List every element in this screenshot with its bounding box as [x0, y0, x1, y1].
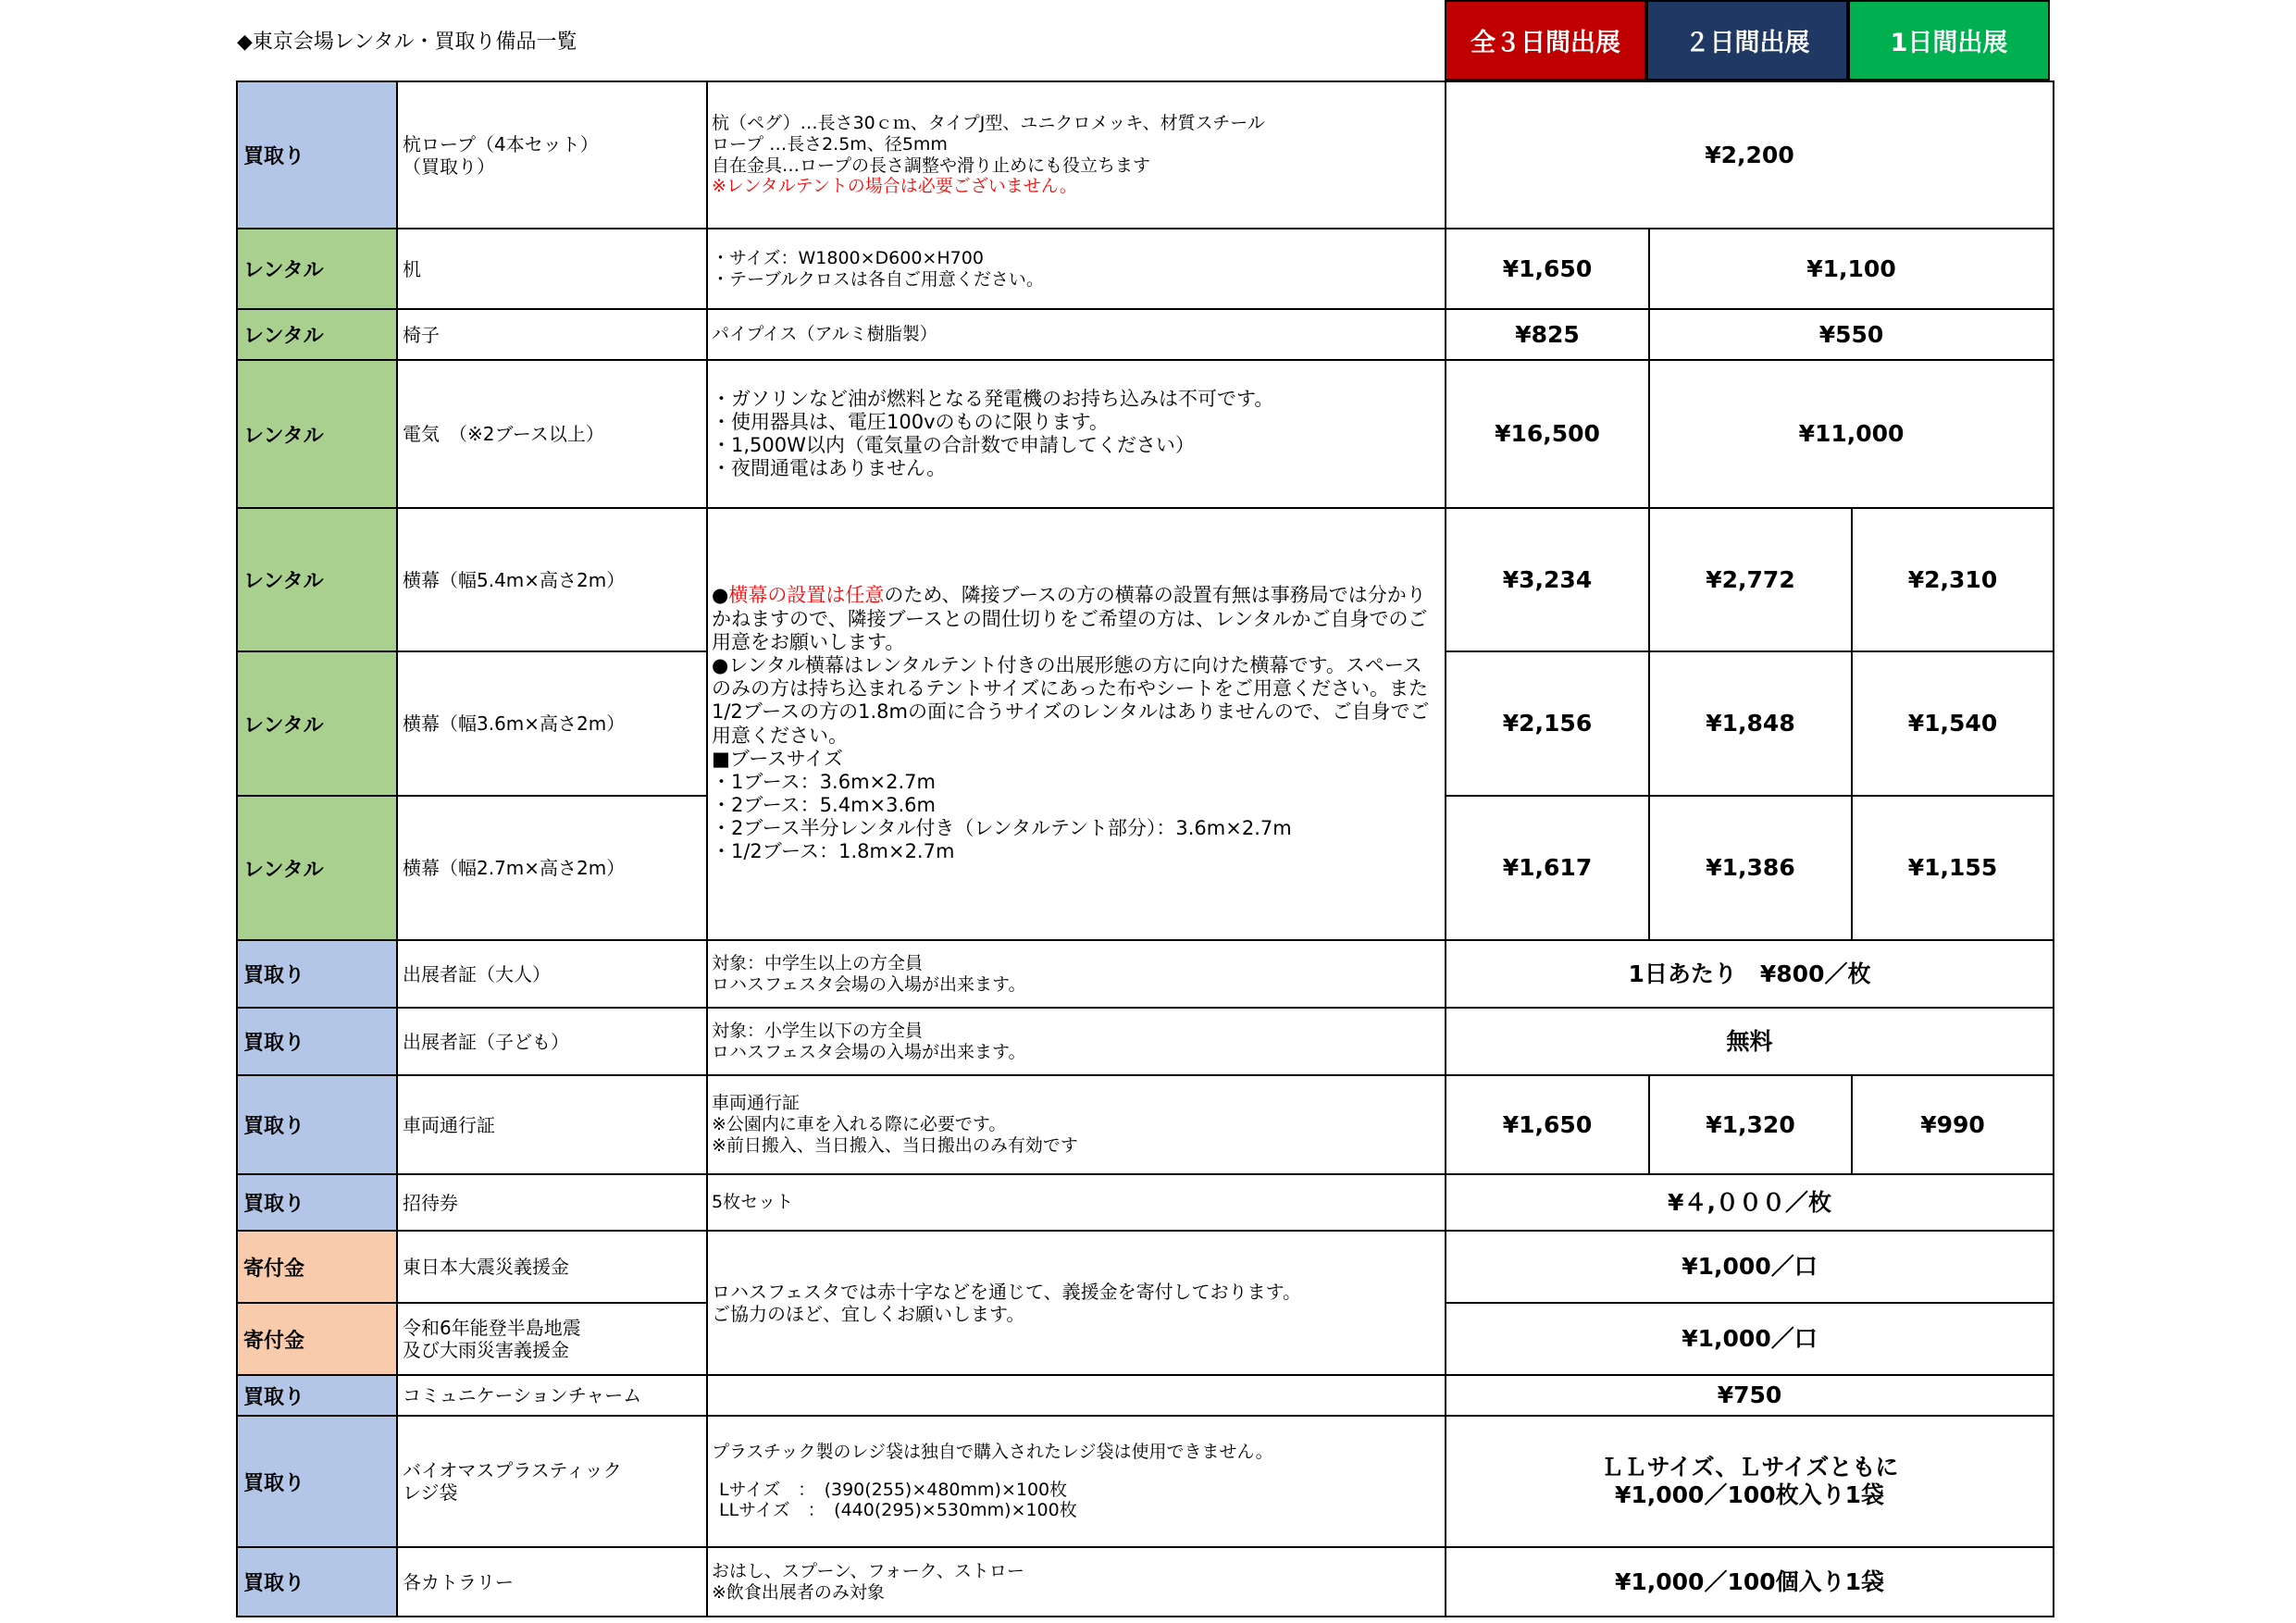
- desc-paragraph: ●レンタル横幕はレンタルテント付きの出展形態の方に向けた横幕です。スペースのみの方は持ち込まれるテントサイズにあった布やシートをご用意ください。また1/2ブースの方の1.8mの面に合うサイズのレンタルはありませんので、ご自身でご用意ください。: [712, 653, 1430, 747]
- price-2day: ¥2,772: [1649, 508, 1852, 651]
- desc-line: 杭（ペグ）…長さ30ｃｍ、タイプJ型、ユニクロメッキ、材質スチール: [712, 112, 1265, 133]
- desc-line: ロハスフェスタ会場の入場が出来ます。: [712, 1041, 1026, 1062]
- description: [707, 1416, 1446, 1547]
- desc-line: プラスチック製のレジ袋は独自で購入されたレジ袋は使用できません。: [712, 1441, 1273, 1462]
- desc-notice: 横幕の設置は任意: [728, 584, 885, 607]
- header-1day: 1日間出展: [1848, 0, 2050, 81]
- header-2day: ２日間出展: [1646, 0, 1848, 81]
- price: 無料: [1446, 1008, 2054, 1075]
- item-name: 車両通行証: [397, 1075, 707, 1174]
- table-row: [237, 81, 2054, 229]
- item-name: [397, 81, 707, 229]
- bullet: ●: [712, 584, 729, 607]
- desc-text: のため、隣接ブースの方の横幕の設置有無は事務局では分かりかねますので、隣接ブースとの間仕切りをご希望の方は、レンタルかご自身でのご用意をお願いします。: [712, 584, 1428, 653]
- price-3day: ¥16,500: [1446, 360, 1649, 508]
- desc-line: ※公園内に車を入れる際に必要です。: [712, 1114, 1007, 1135]
- item-line: バイオマスプラスティック: [403, 1459, 622, 1481]
- price: ¥1,000／口: [1446, 1303, 2054, 1375]
- category-cell: レンタル: [237, 360, 397, 508]
- desc-line: ロープ …長さ2.5m、径5mm: [712, 133, 948, 155]
- item-name: 机: [397, 229, 707, 309]
- desc-line: 自在金具…ロープの長さ調整や滑り止めにも役立ちます: [712, 155, 1151, 176]
- item-line: 令和6年能登半島地震: [403, 1317, 581, 1339]
- price-2-1day: ¥550: [1649, 309, 2054, 360]
- price-line: ＬＬサイズ、Ｌサイズともに: [1600, 1454, 1899, 1481]
- price-3day: ¥825: [1446, 309, 1649, 360]
- price: ¥４,０００／枚: [1446, 1174, 2054, 1231]
- item-name: 横幕（幅2.7m×高さ2m）: [397, 796, 707, 940]
- desc-line: ※飲食出展者のみ対象: [712, 1581, 885, 1603]
- table-row: [237, 360, 2054, 508]
- page-title: ◆東京会場レンタル・買取り備品一覧: [237, 31, 577, 54]
- price: ¥1,000／口: [1446, 1231, 2054, 1303]
- price-3day: ¥1,650: [1446, 229, 1649, 309]
- desc-line: ・2ブース半分レンタル付き（レンタルテント部分）：3.6m×2.7m: [712, 817, 1292, 840]
- desc-line: おはし、スプーン、フォーク、ストロー: [712, 1560, 1024, 1581]
- item-line: 杭ロープ（4本セット）: [403, 132, 599, 155]
- category-cell: 買取り: [237, 1375, 397, 1416]
- description: [707, 81, 1446, 229]
- item-name: 出展者証（子ども）: [397, 1008, 707, 1075]
- item-name: [397, 1416, 707, 1547]
- item-line: レジ袋: [403, 1481, 458, 1504]
- desc-line: ・1/2ブース：1.8m×2.7m: [712, 840, 955, 863]
- desc-line: ・使用器具は、電圧100vのものに限ります。: [712, 410, 1109, 433]
- category-cell: 買取り: [237, 1075, 397, 1174]
- price-2day: ¥1,386: [1649, 796, 1852, 940]
- description: パイプイス（アルミ樹脂製）: [707, 309, 1446, 360]
- price-1day: ¥2,310: [1852, 508, 2054, 651]
- price-3day: ¥1,617: [1446, 796, 1649, 940]
- table-row: [237, 229, 2054, 309]
- desc-line: ■ブースサイズ: [712, 747, 844, 770]
- category-cell: レンタル: [237, 508, 397, 651]
- category-cell: レンタル: [237, 651, 397, 796]
- category-cell: 寄付金: [237, 1231, 397, 1303]
- price-2day: ¥1,848: [1649, 651, 1852, 796]
- category-cell: レンタル: [237, 796, 397, 940]
- item-name: 電気 （※2ブース以上）: [397, 360, 707, 508]
- item-name: 各カトラリー: [397, 1547, 707, 1617]
- banner-description: [707, 508, 1446, 940]
- desc-line: ・2ブース：5.4m×3.6m: [712, 794, 936, 817]
- table-row: [237, 309, 2054, 360]
- item-name: [397, 1303, 707, 1375]
- desc-line: ・1,500W以内（電気量の合計数で申請してください）: [712, 434, 1195, 456]
- desc-line: ロハスフェスタでは赤十字などを通じて、義援金を寄付しております。: [712, 1281, 1301, 1303]
- spacer: [712, 1463, 1445, 1480]
- equipment-table: [236, 81, 2054, 1617]
- description: [707, 1547, 1446, 1617]
- desc-line: ・テーブルクロスは各自ご用意ください。: [712, 268, 1044, 290]
- item-name: 横幕（幅5.4m×高さ2m）: [397, 508, 707, 651]
- category-cell: 買取り: [237, 81, 397, 229]
- description: [707, 940, 1446, 1008]
- desc-line: ・1ブース：3.6m×2.7m: [712, 770, 936, 793]
- category-cell: 買取り: [237, 1547, 397, 1617]
- table-row: [237, 1375, 2054, 1416]
- description: 5枚セット: [707, 1174, 1446, 1231]
- donation-description: [707, 1231, 1446, 1375]
- desc-line: ・ガソリンなど油が燃料となる発電機のお持ち込みは不可です。: [712, 387, 1274, 410]
- item-name: 横幕（幅3.6m×高さ2m）: [397, 651, 707, 796]
- desc-notice: ※レンタルテントの場合は必要ございません。: [712, 176, 1077, 197]
- table-row: [237, 1174, 2054, 1231]
- description: [707, 229, 1446, 309]
- item-name: コミュニケーションチャーム: [397, 1375, 707, 1416]
- table-row: [237, 1075, 2054, 1174]
- desc-line: ※前日搬入、当日搬入、当日搬出のみ有効です: [712, 1134, 1078, 1156]
- item-name: 椅子: [397, 309, 707, 360]
- price-3day: ¥3,234: [1446, 508, 1649, 651]
- price-2-1day: ¥11,000: [1649, 360, 2054, 508]
- price-2day: ¥1,320: [1649, 1075, 1852, 1174]
- table-row: [237, 940, 2054, 1008]
- item-line: （買取り）: [403, 155, 495, 178]
- description: [707, 1075, 1446, 1174]
- description: [707, 1008, 1446, 1075]
- desc-line: ご協力のほど、宜しくお願いします。: [712, 1303, 1025, 1325]
- category-cell: レンタル: [237, 229, 397, 309]
- price-1day: ¥1,540: [1852, 651, 2054, 796]
- price: ¥2,200: [1446, 81, 2054, 229]
- category-cell: 買取り: [237, 1174, 397, 1231]
- item-name: 招待券: [397, 1174, 707, 1231]
- price-line: ¥1,000／100枚入り1袋: [1614, 1481, 1885, 1508]
- category-cell: 買取り: [237, 940, 397, 1008]
- price: 1日あたり ¥800／枚: [1446, 940, 2054, 1008]
- category-cell: 買取り: [237, 1416, 397, 1547]
- description: [707, 1375, 1446, 1416]
- price-1day: ¥1,155: [1852, 796, 2054, 940]
- price: ¥750: [1446, 1375, 2054, 1416]
- header-3day: 全３日間出展: [1445, 0, 1646, 81]
- table-row: [237, 1416, 2054, 1547]
- category-cell: 寄付金: [237, 1303, 397, 1375]
- desc-line: 車両通行証: [712, 1093, 800, 1114]
- table-row: [237, 1008, 2054, 1075]
- desc-line: 対象：小学生以下の方全員: [712, 1020, 924, 1041]
- table-row: [237, 1231, 2054, 1303]
- item-name: 東日本大震災義援金: [397, 1231, 707, 1303]
- desc-line: ロハスフェスタ会場の入場が出来ます。: [712, 973, 1026, 995]
- desc-paragraph: [712, 584, 1439, 654]
- item-name: 出展者証（大人）: [397, 940, 707, 1008]
- category-cell: 買取り: [237, 1008, 397, 1075]
- price-2-1day: ¥1,100: [1649, 229, 2054, 309]
- desc-line: 対象：中学生以上の方全員: [712, 952, 924, 973]
- price-1day: ¥990: [1852, 1075, 2054, 1174]
- category-cell: レンタル: [237, 309, 397, 360]
- desc-line: ・サイズ：W1800×D600×H700: [712, 247, 984, 268]
- desc-line: ・夜間通電はありません。: [712, 457, 947, 480]
- price-3day: ¥1,650: [1446, 1075, 1649, 1174]
- price-3day: ¥2,156: [1446, 651, 1649, 796]
- desc-line: LLサイズ ： (440(295)×530mm)×100枚: [719, 1500, 1077, 1521]
- table-row: [237, 1547, 2054, 1617]
- price: [1446, 1416, 2054, 1547]
- desc-line: Lサイズ ： (390(255)×480mm)×100枚: [719, 1479, 1068, 1500]
- price: ¥1,000／100個入り1袋: [1446, 1547, 2054, 1617]
- table-row: [237, 508, 2054, 651]
- item-line: 及び大雨災害義援金: [403, 1339, 569, 1361]
- description: [707, 360, 1446, 508]
